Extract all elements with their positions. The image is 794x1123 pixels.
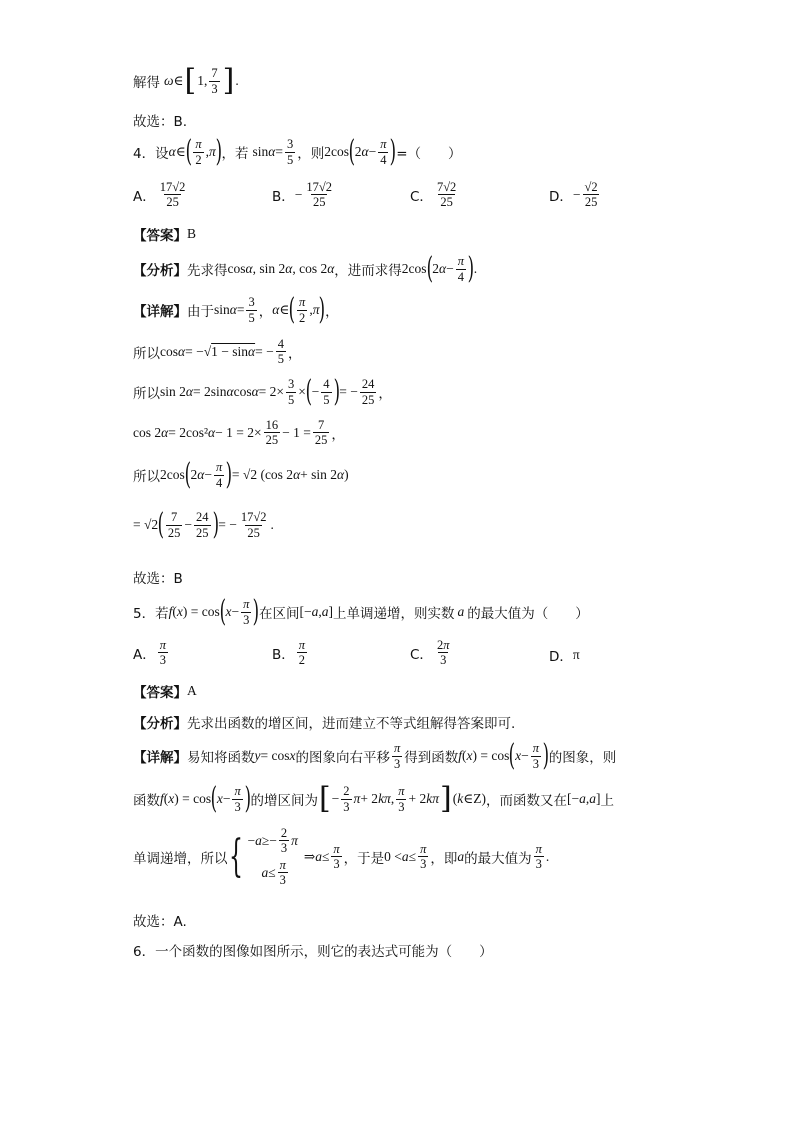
q4-detail-5: 所以 2cos ( 2 α − $\frac{\pi}{4}$ ) = √2 (cos 2 α + sin 2 α ) xyxy=(133,457,349,492)
q5-detail-1: 【详解】 易知将函数 y = cos x 的图象向右平移 $\frac{\pi}{3}$ 得到函数 f ( x ) = cos ( x − $\frac{\pi}{3}$ ) 的图象，则 xyxy=(133,738,617,773)
q4-detail-1: 【详解】 由于 sin α = $\frac{3}{5}$ ， α ∈ ( $\frac{\pi}{2}$ , π ) ， xyxy=(133,292,339,327)
q4-detail-4: cos 2 α = 2cos² α − 1 = 2× $\frac{16}{25}$ − 1 = $\frac{7}{25}$ ， xyxy=(133,418,345,448)
q5-detail-3: 单调递增，所以 { − a ≥− $\frac{2}{3}$ π a ≤ $\frac{\pi}{3}$ ⇒ a ≤ $\frac{\pi}{3}$ ，于是 0 < a ≤ $\frac{\pi}{3}$ ，即 a 的最大值为 $\frac{\pi}{3}$ . xyxy=(133,826,550,888)
q4-option-d: D． − $\frac{√2}{25}$ xyxy=(549,180,598,210)
q4-number: 4．设 xyxy=(133,146,169,162)
answer-choice-line-3: 故选：A. xyxy=(133,914,187,930)
question-5: 5．若 f ( x ) = cos ( x − $\frac{\pi}{3}$ ) 在区间 [− a , a ] 上单调递增，则实数 a 的最大值为（ ） xyxy=(133,594,589,629)
q4-detail-2: 所以 cos α = −√ 1 − sinα = − $\frac{4}{5}$ ， xyxy=(133,337,302,367)
q4-detail-3: 所以 sin 2 α = 2sin α cos α = 2× $\frac{3}{5}$ × ( − $\frac{4}{5}$ ) = − $\frac{24}{25}$ ， xyxy=(133,374,392,409)
q5-answer: 【答案】 A xyxy=(133,683,197,701)
solution-line-omega: 解得 ω ∈ [ 1, $\frac{7}{3}$ ] . xyxy=(133,63,239,98)
answer-choice-line-2: 故选：B xyxy=(133,571,183,587)
q5-detail-2: 函数 f ( x ) = cos ( x − $\frac{\pi}{3}$ ) 的增区间为 [ − $\frac{2}{3}$ π + 2 kπ , $\frac{\pi}{3}$ + 2 kπ ] ( k ∈Z) ，而函数又在 [− a , a ] 上 xyxy=(133,781,614,816)
q4-option-b: B． − $\frac{17√2}{25}$ xyxy=(272,180,333,210)
q5-option-a: A． $\frac{\pi}{3}$ xyxy=(133,638,167,668)
q4-option-a: A． $\frac{17√2}{25}$ xyxy=(133,180,186,210)
q4-answer: 【答案】 B xyxy=(133,226,197,244)
q5-option-d: D． π xyxy=(549,647,580,665)
q4-analysis: 【分析】 先求得 cos α , sin 2 α , cos 2 α ，进而求得 2cos ( 2 α − $\frac{\pi}{4}$ ) . xyxy=(133,251,478,286)
q5-analysis: 【分析】 先求出函数的增区间，进而建立不等式组解得答案即可. xyxy=(133,716,516,732)
q4-option-c: C． $\frac{7√2}{25}$ xyxy=(410,180,457,210)
q5-option-c: C． $\frac{2\pi}{3}$ xyxy=(410,638,450,668)
answer-choice-line-1: 故选：B. xyxy=(133,114,188,130)
q4-detail-6: = √2 ( $\frac{7}{25}$ − $\frac{24}{25}$ ) = − $\frac{17√2}{25}$ . xyxy=(133,507,274,542)
question-6: 6．一个函数的图像如图所示，则它的表达式可能为（ ） xyxy=(133,944,493,960)
question-4: 4．设 α ∈ ( $\frac{\pi}{2}$ , π ) ，若 sin α = $\frac{3}{5}$ ，则 2cos ( 2 α − $\frac{\pi}{4}$ ) =（ ） xyxy=(133,134,462,169)
text-jiede: 解得 xyxy=(133,75,160,91)
q5-option-b: B． $\frac{\pi}{2}$ xyxy=(272,638,306,668)
